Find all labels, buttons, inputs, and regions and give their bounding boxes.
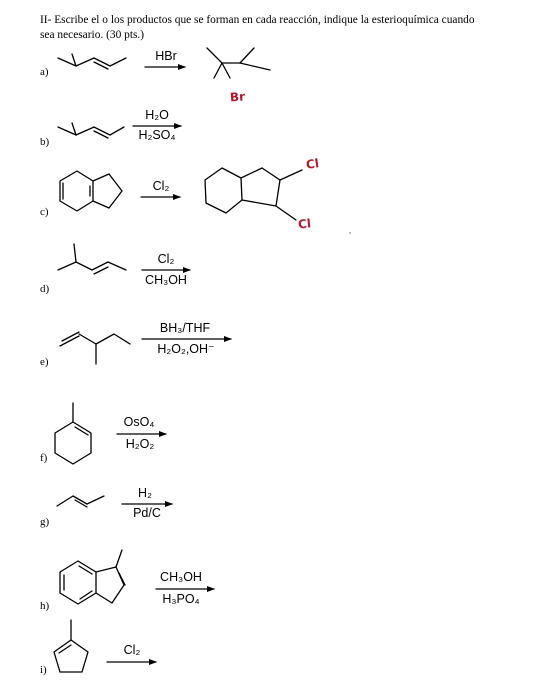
reactant-b-alkene <box>58 123 124 138</box>
item-label-e: e) <box>40 356 49 368</box>
reagent-h-top: CH₃OH <box>160 570 202 584</box>
reagent-h-bottom: H₃PO₄ <box>162 592 200 606</box>
reagent-e-top: BH₃/THF <box>159 321 211 335</box>
reactant-h-methylindene <box>60 550 125 604</box>
reagent-g-top: H₂ <box>138 486 152 500</box>
handwritten-chlorine-label-1: Cl <box>305 156 320 172</box>
reactant-a-alkene <box>58 54 126 69</box>
product-c-dichloride <box>205 168 302 220</box>
item-label-d: d) <box>40 283 50 295</box>
reagent-d-bottom: CH₃OH <box>145 273 187 287</box>
item-label-b: b) <box>40 136 50 148</box>
reactant-e-alkene <box>60 332 130 364</box>
product-a-alkyl-bromide <box>207 48 270 78</box>
item-label-a: a) <box>40 66 49 78</box>
reactant-i-methylcyclopentene <box>54 620 88 672</box>
reactant-d-alkene <box>58 244 126 274</box>
item-label-i: i) <box>40 664 47 676</box>
reagent-d-top: Cl₂ <box>157 252 175 266</box>
reagent-e-bottom: H₂O₂,OH⁻ <box>157 342 215 356</box>
item-label-f: f) <box>40 452 48 464</box>
reagent-f-top: OsO₄ <box>123 415 155 429</box>
reagent-b-top: H₂O <box>145 108 169 122</box>
item-label-h: h) <box>40 600 50 612</box>
reactant-f-methylcyclohexene <box>55 403 91 464</box>
reagent-i-top: Cl₂ <box>123 643 141 657</box>
item-label-c: c) <box>40 206 49 218</box>
reagent-f-bottom: H₂O₂ <box>125 437 155 451</box>
handwritten-chlorine-label-2: Cl <box>297 216 312 232</box>
handwritten-bromine-label: Br <box>229 89 246 105</box>
reagent-b-bottom: H₂SO₄ <box>138 128 176 142</box>
reactant-c-bicyclic-alkene <box>60 171 122 211</box>
reagent-a-top: HBr <box>155 49 177 63</box>
header-line-2: sea necesario. (30 pts.) <box>40 29 145 41</box>
reagent-c-top: Cl₂ <box>152 179 170 193</box>
item-label-g: g) <box>40 516 50 528</box>
reagent-g-bottom: Pd/C <box>133 506 161 520</box>
header-line-1: II- Escribe el o los productos que se forman en cada reacción, indique la esterioquímica cuando <box>40 14 475 26</box>
reactant-g-alkene <box>57 496 104 507</box>
